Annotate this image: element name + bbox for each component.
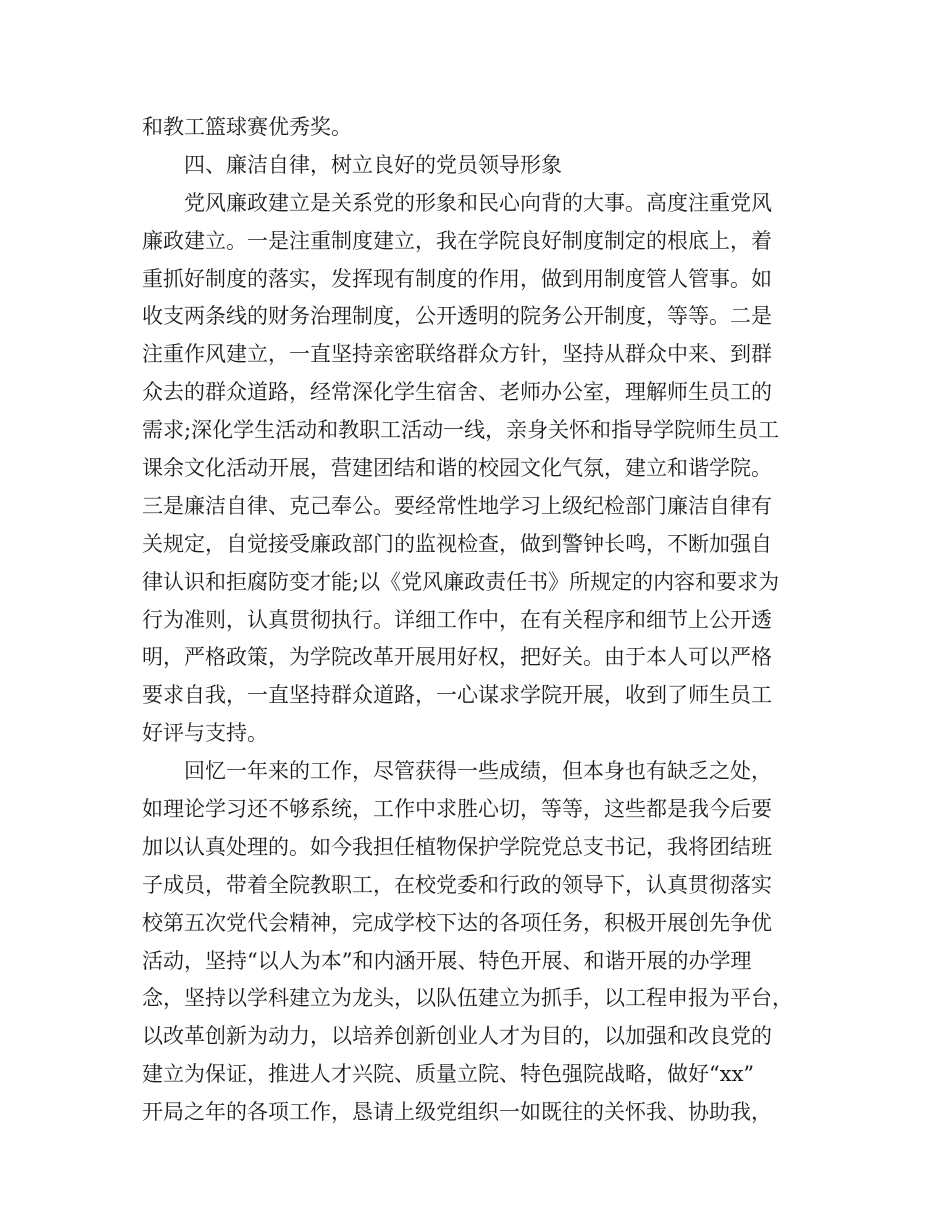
text-line: 课余文化活动开展，营建团结和谐的校园文化气氛，建立和谐学院。	[142, 456, 772, 481]
text-line: 注重作风建立，一直坚持亲密联络群众方针，坚持从群众中来、到群	[142, 342, 772, 367]
text-line: 廉政建立。一是注重制度建立，我在学院良好制度制定的根底上，着	[142, 228, 772, 253]
text-line: 需求;深化学生活动和教职工活动一线，亲身关怀和指导学院师生员工	[142, 418, 780, 443]
text-line: 关规定，自觉接受廉政部门的监视检查，做到警钟长鸣，不断加强自	[142, 531, 772, 556]
text-line: 如理论学习还不够系统，工作中求胜心切，等等，这些都是我今后要	[142, 797, 772, 822]
text-line: 和教工篮球赛优秀奖。	[142, 115, 352, 139]
text-line: 回忆一年来的工作，尽管获得一些成绩，但本身也有缺乏之处，	[184, 759, 772, 784]
text-line: 子成员，带着全院教职工，在校党委和行政的领导下，认真贯彻落实	[142, 872, 772, 897]
text-line: 加以认真处理的。如今我担任植物保护学院党总支书记，我将团结班	[142, 834, 772, 859]
text-line: 好评与支持。	[142, 721, 268, 746]
text-line: 行为准则，认真贯彻执行。详细工作中，在有关程序和细节上公开透	[142, 607, 772, 632]
text-line: 开局之年的各项工作，恳请上级党组织一如既往的关怀我、协助我，	[142, 1100, 772, 1125]
section-heading: 四、廉洁自律，树立良好的党员领导形象	[184, 152, 562, 177]
text-line: 要求自我，一直坚持群众道路，一心谋求学院开展，收到了师生员工	[142, 683, 772, 708]
text-line: 建立为保证，推进人才兴院、质量立院、特色强院战略，做好“xx”	[142, 1062, 755, 1087]
text-line: 重抓好制度的落实，发挥现有制度的作用，做到用制度管人管事。如	[142, 266, 772, 291]
text-line: 明，严格政策，为学院改革开展用好权，把好关。由于本人可以严格	[142, 645, 772, 670]
text-line: 以改革创新为动力，以培养创新创业人才为目的，以加强和改良党的	[142, 1024, 772, 1049]
text-line: 活动，坚持“以人为本”和内涵开展、特色开展、和谐开展的办学理	[142, 948, 752, 973]
text-line: 众去的群众道路，经常深化学生宿舍、老师办公室，理解师生员工的	[142, 380, 772, 405]
body-text	[142, 109, 832, 1132]
text-line: 校第五次党代会精神，完成学校下达的各项任务，积极开展创先争优	[142, 910, 772, 935]
text-line: 律认识和拒腐防变才能;以《党风廉政责任书》所规定的内容和要求为	[142, 569, 780, 594]
text-line: 念，坚持以学科建立为龙头，以队伍建立为抓手，以工程申报为平台，	[142, 986, 793, 1011]
text-line: 党风廉政建立是关系党的形象和民心向背的大事。高度注重党风	[184, 190, 772, 215]
text-line: 收支两条线的财务治理制度，公开透明的院务公开制度，等等。二是	[142, 304, 772, 329]
text-line: 三是廉洁自律、克己奉公。要经常性地学习上级纪检部门廉洁自律有	[142, 493, 772, 518]
